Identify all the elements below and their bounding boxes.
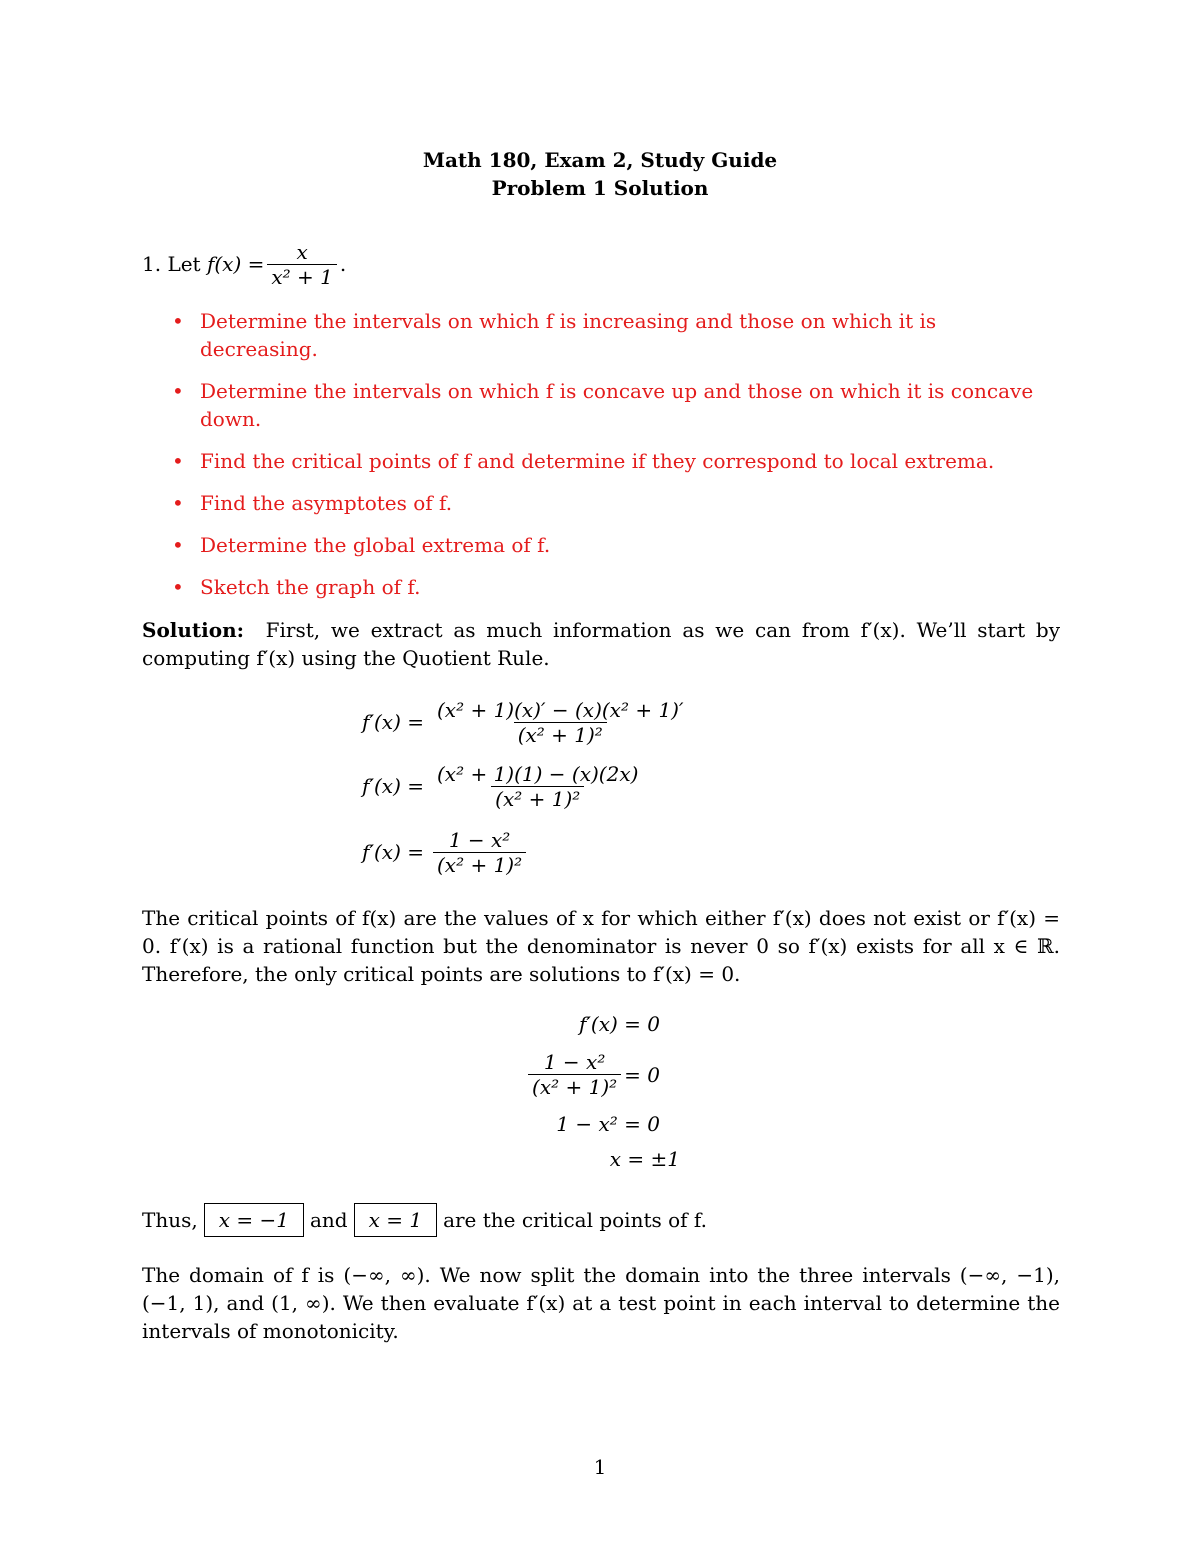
- derivative-fraction: [433, 762, 642, 811]
- derivative-step: [336, 696, 691, 748]
- critical-points-paragraph: The critical points of f(x) are the values of x for which either f′(x) does not exist or f′(x) = 0. f′(x) is a rational function but the denominator is never 0 so f′(x) exists for all x ∈ ℝ. Therefore, the only critical points are solutions to f′(x) = 0.: [142, 906, 1060, 986]
- boxed-answer: x = −1: [204, 1203, 304, 1237]
- task-item: • Determine the intervals on which f is concave up and those on which it is concave down.: [168, 377, 1060, 433]
- page-number: 1: [593, 1455, 607, 1479]
- solve-fraction: [528, 1050, 621, 1099]
- problem-tail: .: [339, 252, 347, 276]
- task-item: • Find the asymptotes of f.: [168, 489, 1060, 517]
- derivative-denominator: (x² + 1)²: [433, 852, 526, 877]
- derivative-numerator: (x² + 1)(1) − (x)(2x): [437, 761, 639, 786]
- derivative-lhs: f′(x) =: [362, 710, 424, 734]
- thus-prefix: Thus,: [142, 1208, 198, 1232]
- solve-rhs: = 0: [624, 1062, 660, 1087]
- thus-and: and: [309, 1208, 348, 1232]
- page-subtitle: Problem 1 Solution: [491, 176, 709, 200]
- task-item: • Sketch the graph of f.: [168, 573, 1060, 601]
- derivative-fraction: [433, 828, 526, 877]
- boxed-answer: x = 1: [354, 1203, 437, 1237]
- domain-paragraph: The domain of f is (−∞, ∞). We now split the domain into the three intervals (−∞, −1), (−1, 1), and (1, ∞). We then evaluate f′(x) at a test point in each interval to determine the intervals of monotonicity.: [142, 1263, 1060, 1343]
- fraction-denominator: x² + 1: [267, 264, 337, 289]
- solve-denominator: (x² + 1)²: [528, 1074, 621, 1099]
- thus-suffix: are the critical points of f.: [443, 1208, 707, 1232]
- solution-intro-text: First, we extract as much information as we can from f′(x). We’ll start by computing f′(x) using the Quotient Rule.: [142, 618, 1061, 670]
- task-item: • Determine the global extrema of f.: [168, 531, 1060, 559]
- fraction-numerator: x: [296, 239, 308, 264]
- problem-label: 1. Let: [142, 252, 201, 276]
- derivative-denominator: (x² + 1)²: [491, 786, 584, 811]
- solution-label: Solution:: [142, 618, 245, 642]
- solve-step: f′(x) = 0: [578, 1012, 660, 1036]
- derivative-step: [336, 826, 529, 878]
- derivative-numerator: 1 − x²: [448, 827, 511, 852]
- task-item: • Determine the intervals on which f is increasing and those on which it is decreasing.: [168, 307, 1060, 363]
- derivative-fraction: [433, 698, 688, 747]
- solve-numerator: 1 − x²: [543, 1050, 606, 1074]
- solve-step: x = ±1: [609, 1147, 680, 1171]
- task-item: • Find the critical points of f and determine if they correspond to local extrema.: [168, 447, 1060, 475]
- derivative-denominator: (x² + 1)²: [514, 722, 607, 747]
- derivative-step: [336, 760, 645, 812]
- function-lhs: f(x) =: [206, 252, 265, 276]
- solution-intro-paragraph: [142, 616, 1060, 672]
- task-list: [168, 307, 1060, 615]
- problem-statement: [142, 234, 346, 294]
- derivative-lhs: f′(x) =: [362, 774, 424, 798]
- page-title: Math 180, Exam 2, Study Guide: [422, 148, 778, 172]
- solve-step: 1 − x² = 0: [556, 1112, 660, 1136]
- solve-step: [500, 1050, 660, 1099]
- critical-points-conclusion: [142, 1201, 707, 1239]
- derivative-numerator: (x² + 1)(x)′ − (x)(x² + 1)′: [437, 697, 684, 722]
- derivative-lhs: f′(x) =: [362, 840, 424, 864]
- function-fraction: [267, 240, 337, 289]
